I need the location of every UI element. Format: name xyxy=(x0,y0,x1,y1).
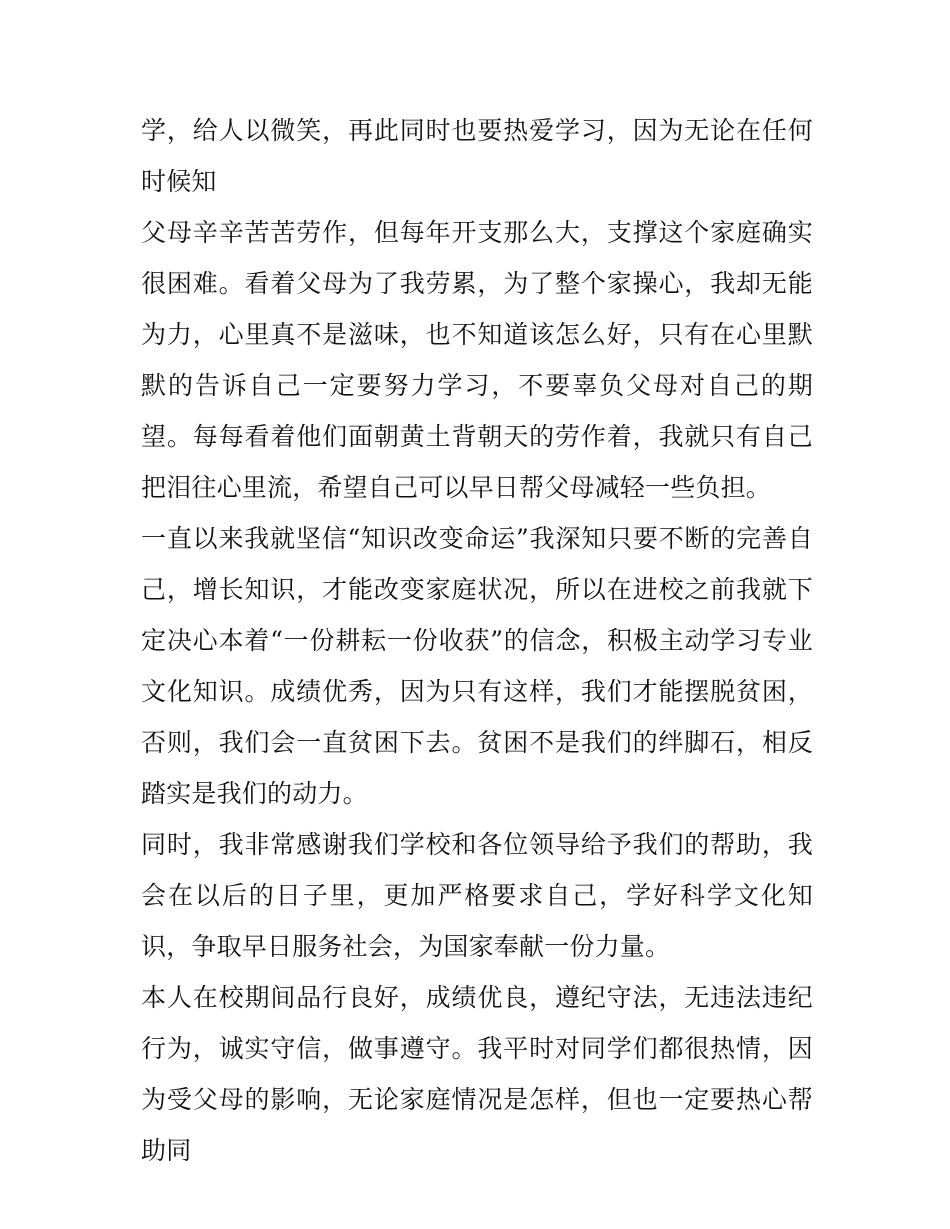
document-body xyxy=(141,105,813,1176)
paragraph-2: 父母辛辛苦苦劳作，但每年开支那么大，支撑这个家庭确实很困难。看着父母为了我劳累，为了整个家操心，我却无能为力，心里真不是滋味，也不知道该怎么好，只有在心里默默的告诉自己一定要努力学习，不要辜负父母对自己的期望。每每看着他们面朝黄土背朝天的劳作着，我就只有自己把泪往心里流，希望自己可以早日帮父母减轻一些负担。 xyxy=(141,218,813,502)
paragraph-1: 学，给人以微笑，再此同时也要热爱学习，因为无论在任何时候知 xyxy=(141,116,813,196)
paragraph-3: 一直以来我就坚信“知识改变命运”我深知只要不断的完善自己，增长知识，才能改变家庭状况，所以在进校之前我就下定决心本着“一份耕耘一份收获”的信念，积极主动学习专业文化知识。成绩优秀，因为只有这样，我们才能摆脱贫困，否则，我们会一直贫困下去。贫困不是我们的绊脚石，相反踏实是我们的动力。 xyxy=(141,524,813,808)
paragraph-4: 同时，我非常感谢我们学校和各位领导给予我们的帮助，我会在以后的日子里，更加严格要求自己，学好科学文化知识，争取早日服务社会，为国家奉献一份力量。 xyxy=(141,830,813,961)
paragraph-5: 本人在校期间品行良好，成绩优良，遵纪守法，无违法违纪行为，诚实守信，做事遵守。我平时对同学们都很热情，因为受父母的影响，无论家庭情况是怎样，但也一定要热心帮助同 xyxy=(141,983,813,1165)
